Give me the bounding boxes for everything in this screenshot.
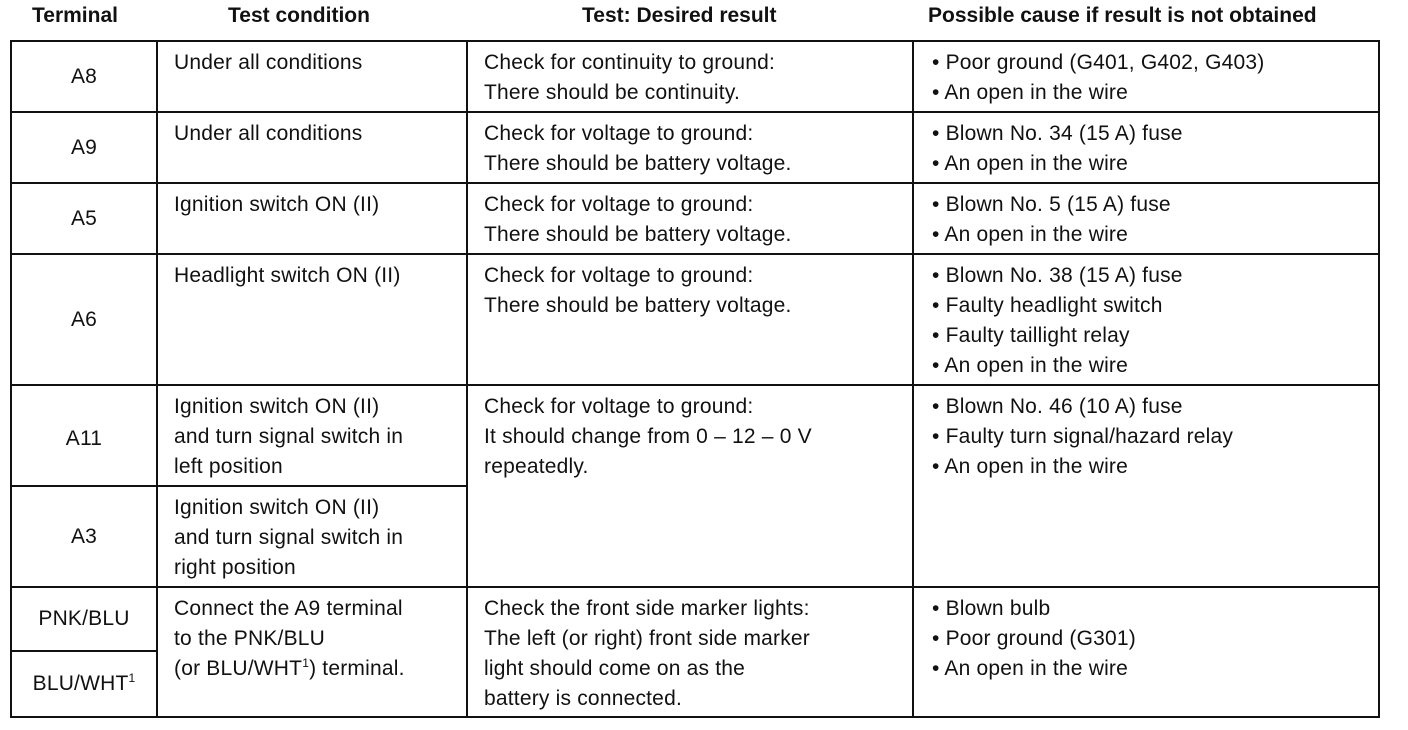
cause-cell: • Blown No. 46 (10 A) fuse • Faulty turn signal/hazard relay • An open in the wire bbox=[913, 385, 1379, 587]
cause-cell: • Poor ground (G401, G402, G403) • An open in the wire bbox=[913, 41, 1379, 112]
condition-cell: Ignition switch ON (II) and turn signal switch in left position bbox=[157, 385, 467, 486]
table-row bbox=[11, 254, 1379, 385]
header-test-condition: Test condition bbox=[228, 4, 370, 27]
condition-cell: Ignition switch ON (II) bbox=[157, 183, 467, 254]
terminal-cell: A6 bbox=[11, 254, 157, 385]
terminal-cell: A5 bbox=[11, 183, 157, 254]
table-row bbox=[11, 112, 1379, 183]
header-terminal: Terminal bbox=[32, 4, 118, 27]
cause-cell: • Blown No. 38 (15 A) fuse • Faulty headlight switch • Faulty taillight relay • An open in the wire bbox=[913, 254, 1379, 385]
cause-cell: • Blown bulb • Poor ground (G301) • An open in the wire bbox=[913, 587, 1379, 717]
header-possible-cause: Possible cause if result is not obtained bbox=[928, 4, 1317, 27]
table-row bbox=[11, 41, 1379, 112]
condition-cell: Under all conditions bbox=[157, 41, 467, 112]
terminal-cell: A3 bbox=[11, 486, 157, 587]
result-cell: Check the front side marker lights: The left (or right) front side marker light should come on as the battery is connected. bbox=[467, 587, 913, 717]
condition-cell: Under all conditions bbox=[157, 112, 467, 183]
condition-cell: Headlight switch ON (II) bbox=[157, 254, 467, 385]
table-row bbox=[11, 587, 1379, 651]
condition-cell: Connect the A9 terminal to the PNK/BLU (or BLU/WHT$^1$) terminal. bbox=[157, 587, 467, 717]
result-cell: Check for voltage to ground: It should change from 0 – 12 – 0 V repeatedly. bbox=[467, 385, 913, 587]
table-row bbox=[11, 385, 1379, 486]
cause-cell: • Blown No. 5 (15 A) fuse • An open in the wire bbox=[913, 183, 1379, 254]
condition-cell: Ignition switch ON (II) and turn signal switch in right position bbox=[157, 486, 467, 587]
result-cell: Check for voltage to ground: There should be battery voltage. bbox=[467, 112, 913, 183]
cause-cell: • Blown No. 34 (15 A) fuse • An open in the wire bbox=[913, 112, 1379, 183]
result-cell: Check for voltage to ground: There should be battery voltage. bbox=[467, 254, 913, 385]
diagnostic-table bbox=[10, 40, 1380, 718]
header-desired-result: Test: Desired result bbox=[582, 4, 777, 27]
terminal-cell: PNK/BLU bbox=[11, 587, 157, 651]
terminal-cell: BLU/WHT$^1$ bbox=[11, 651, 157, 717]
terminal-cell: A8 bbox=[11, 41, 157, 112]
terminal-cell: A9 bbox=[11, 112, 157, 183]
table-row bbox=[11, 183, 1379, 254]
terminal-cell: A11 bbox=[11, 385, 157, 486]
result-cell: Check for voltage to ground: There should be battery voltage. bbox=[467, 183, 913, 254]
result-cell: Check for continuity to ground: There should be continuity. bbox=[467, 41, 913, 112]
